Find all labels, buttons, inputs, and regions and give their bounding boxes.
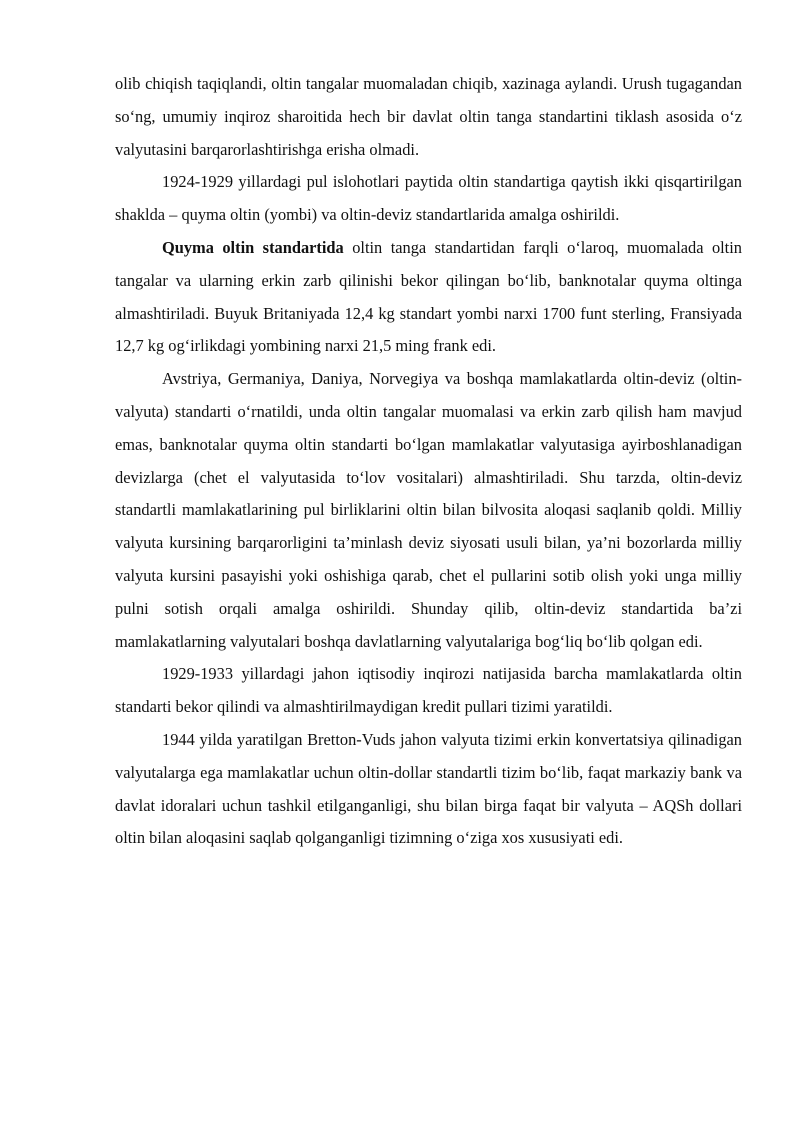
paragraph-gold-exchange-standard: Avstriya, Germaniya, Daniya, Norvegiya va boshqa mamlakatlarda oltin-deviz (oltin-valyuta) standarti o‘rnatildi, unda oltin tangalar muomalasi va erkin zarb qilish ham mavjud emas, banknotalar quyma oltin standarti bo‘lgan mamlakatlar valyutasiga ayirboshlanadigan devizlarga (chet el valyutasida to‘lov vositalari) almashtiriladi. Shu tarzda, oltin-deviz standartli mamlakatlarining pul birliklarini oltin bilan bilvosita aloqasi saqlanib qoldi. Milliy valyuta kursining barqarorligini ta’minlash deviz siyosati usuli bilan, ya’ni bozorlarda milliy valyuta kursini pasayishi yoki oshishiga qarab, chet el pullarini sotib olish yoki unga milliy pulni sotish orqali amalga oshirildi. Shunday qilib, oltin-deviz standartida ba’zi mamlakatlarning valyutalari boshqa davlatlarning valyutalariga bog‘liq bo‘lib qolgan edi.: [115, 369, 742, 651]
paragraph-continuation: olib chiqish taqiqlandi, oltin tangalar muomaladan chiqib, xazinaga aylandi. Urush tugagandan so‘ng, umumiy inqiroz sharoitida hech bir davlat oltin tanga standartini tiklash asosida o‘z valyutasini barqarorlashtirishga erisha olmadi.: [115, 74, 742, 159]
term-gold-bullion-standard: Quyma oltin standartida: [162, 237, 344, 257]
paragraph-monetary-reforms: 1924-1929 yillardagi pul islohotlari paytida oltin standartiga qaytish ikki qisqartirilgan shaklda – quyma oltin (yombi) va oltin-deviz standartlarida amalga oshirildi.: [115, 172, 742, 225]
paragraph-gold-bullion-text: oltin tanga standartidan farqli o‘laroq, muomalada oltin tangalar va ularning erkin zarb qilinishi bekor qilingan bo‘lib, banknotalar quyma oltinga almashtiriladi. Buyuk Britaniyada 12,4 kg standart yombi narxi 1700 funt sterling, Fransiyada 12,7 kg og‘irlikdagi yombining narxi 21,5 ming frank edi.: [115, 237, 742, 356]
paragraph-gold-bullion-standard: [115, 232, 742, 363]
paragraph-bretton-woods: 1944 yilda yaratilgan Bretton-Vuds jahon valyuta tizimi erkin konvertatsiya qilinadigan valyutalarga ega mamlakatlar uchun oltin-dollar standartli tizim bo‘lib, faqat markaziy bank va davlat idoralari uchun tashkil etilganganligi, shu bilan birga faqat bir valyuta – AQSh dollari oltin bilan aloqasini saqlab qolganganligi tizimning o‘ziga xos xususiyati edi.: [115, 729, 742, 848]
paragraph-great-depression: 1929-1933 yillardagi jahon iqtisodiy inqirozi natijasida barcha mamlakatlarda oltin standarti bekor qilindi va almashtirilmaydigan kredit pullari tizimi yaratildi.: [115, 664, 742, 717]
document-page: [115, 68, 742, 855]
